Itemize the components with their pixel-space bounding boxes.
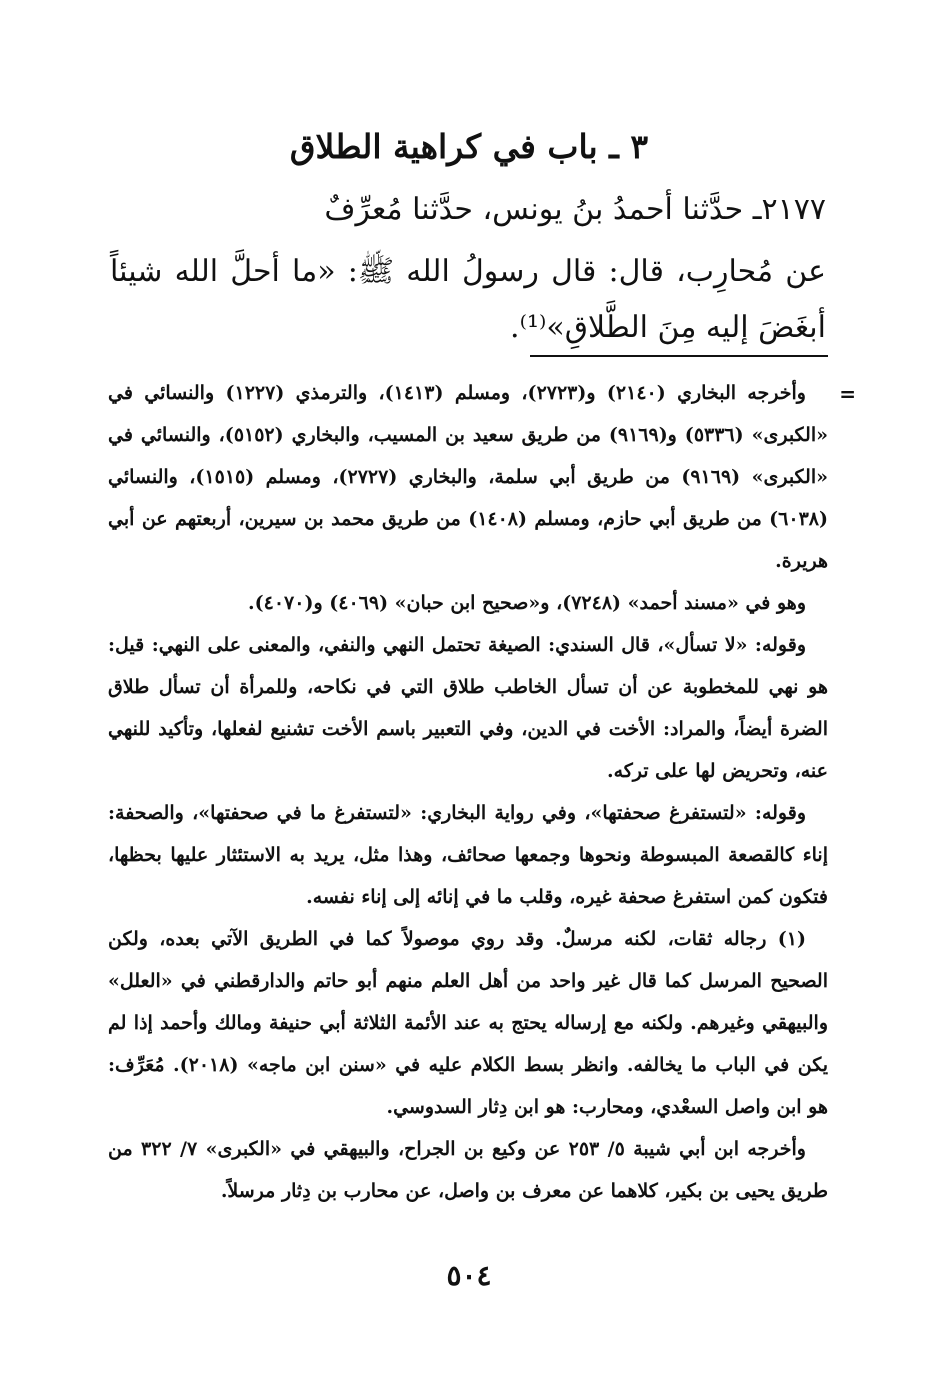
hadith-isnad: ٢١٧٧ـ حدَّثنا أحمدُ بنُ يونس، حدَّثنا مُعرِّفٌ bbox=[324, 192, 826, 227]
footnote-musnad: وهو في «مسند أحمد» (٧٢٤٨)، و«صحيح ابن حبان» (٤٠٦٩) و(٤٠٧٠). bbox=[248, 592, 806, 614]
footnote-li-tastafrigh: وقوله: «لتستفرغ صحفتها»، وفي رواية البخاري: «لتستفرغ ما في صحفتها»، والصحفة: إناء كالقصعة المبسوطة ونحوها وجمعها صحائف، وهذا مثل، يريد به الاستئثار عليها بحظها، فتكون كمن استفرغ صحفة غيره، وقلب ما في إنائه إلى إناء نفسه. bbox=[108, 802, 828, 908]
page-number: ٥٠٤ bbox=[446, 1259, 492, 1292]
footnote-la-tasal: وقوله: «لا تسأل»، قال السندي: الصيغة تحتمل النهي والنفي، والمعنى على النهي: قيل: هو نهي للمخطوبة عن أن تسأل الخاطب طلاق التي في نكاحه، وللمرأة أن تسأل طلاق الضرة أيضاً، والمراد: الأخت في الدين، وفي التعبير باسم الأخت تشنيع لفعلها، وتأكيد للنهي عنه، وتحريض لها على تركه. bbox=[108, 634, 828, 782]
footnote-takhrij: وأخرجه البخاري (٢١٤٠) و(٢٧٢٣)، ومسلم (١٤١٣)، والترمذي (١٢٢٧) والنسائي في «الكبرى» (٥٣٣٦) و(٩١٦٩) من طريق سعيد بن المسيب، والبخاري (٥١٥٢)، والنسائي في «الكبرى» (٩١٦٩) من طريق أبي سلمة، والبخاري (٢٧٢٧)، ومسلم (١٥١٥)، والنسائي (٦٠٣٨) من طريق أبي حازم، ومسلم (١٤٠٨) من طريق محمد بن سيرين، أربعتهم عن أبي هريرة. bbox=[108, 382, 828, 572]
footnotes bbox=[108, 372, 828, 1212]
footnote-1-takhrij: وأخرجه ابن أبي شيبة ٥/ ٢٥٣ عن وكيع بن الجراح، والبيهقي في «الكبرى» ٧/ ٣٢٢ من طريق يحيى بن بكير، كلاهما عن معرف بن واصل، عن محارب بن دِثار مرسلاً. bbox=[108, 1138, 828, 1202]
hadith-matn: عن مُحارِب، قال: قال رسولُ الله ﷺ: «ما أحلَّ الله شيئاً أبغَضَ إليه مِنَ الطَّلاقِ»⁽¹⁾. bbox=[110, 254, 826, 345]
footnote-separator bbox=[530, 355, 828, 357]
continuation-marker: = bbox=[839, 382, 856, 406]
footnote-1: (١) رجاله ثقات، لكنه مرسلٌ. وقد روي موصولاً كما في الطريق الآتي بعده، ولكن الصحيح المرسل كما قال غير واحد من أهل العلم منهم أبو حاتم والدارقطني في «العلل» والبيهقي وغيرهم. ولكنه مع إرساله يحتج به عند الأئمة الثلاثة أبي حنيفة ومالك وأحمد إذا لم يكن في الباب ما يخالفه. وانظر بسط الكلام عليه في «سنن ابن ماجه» (٢٠١٨). مُعَرِّف: هو ابن واصل السعْدي، ومحارب: هو ابن دِثار السدوسي. bbox=[108, 928, 828, 1118]
hadith-text bbox=[110, 182, 826, 356]
chapter-title: ٣ ـ باب في كراهية الطلاق bbox=[289, 127, 649, 166]
